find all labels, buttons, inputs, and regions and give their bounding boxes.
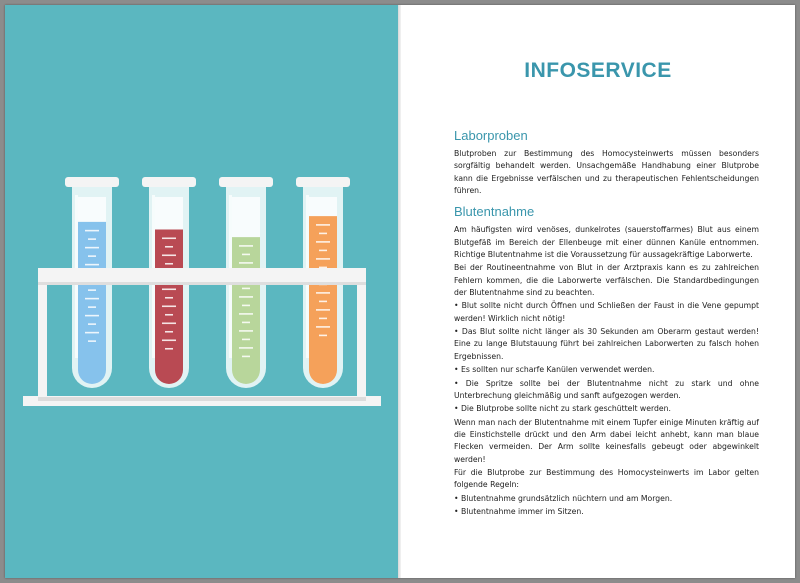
tick-mark <box>162 288 176 290</box>
tick-mark <box>316 258 330 260</box>
tick-mark <box>239 313 253 315</box>
bullet-item-4: • Die Spritze sollte bei der Blutentnahme nicht zu stark und ohne Unterbrechung gleichmäßig und sanft aufgezogen werden. <box>454 378 759 400</box>
tick-mark <box>162 305 176 307</box>
tick-mark <box>242 356 250 358</box>
rule-item-1: • Blutentnahme grundsätzlich nüchtern und am Morgen. <box>454 493 673 503</box>
tick-mark <box>239 245 253 247</box>
tick-mark <box>165 246 173 248</box>
tick-mark <box>88 306 96 308</box>
tick-mark <box>239 296 253 298</box>
tick-mark <box>319 335 327 337</box>
tick-mark <box>88 255 96 257</box>
tube-rim-2 <box>142 177 196 187</box>
tube-rim-3 <box>219 177 273 187</box>
rack-left-post <box>38 270 47 402</box>
tick-mark <box>316 309 330 311</box>
tick-mark <box>319 267 327 269</box>
tick-mark <box>88 289 96 291</box>
blutentnahme-paragraph-3: Wenn man nach der Blutentnahme mit einem Tupfer einige Minuten kräftig auf die Einstichstelle drückt und den Arm dabei leicht anhebt, kann man blaue Flecken vermeiden. Der Arm sollte keinesfalls gebeugt oder abgewinkelt werden! <box>454 417 759 464</box>
rack-base-shade <box>38 397 366 401</box>
tick-mark <box>242 305 250 307</box>
illustration-page <box>5 5 398 578</box>
laborproben-paragraph: Blutproben zur Bestimmung des Homocysteinwerts müssen besonders sorgfältig behandelt werden. Unsachgemäße Handhabung einer Blutprobe kann die Ergebnisse verfälschen und zu therapeutischen Fehlentscheidungen führen. <box>454 149 759 196</box>
blutentnahme-paragraph-2: Bei der Routineentnahme von Blut in der Arztpraxis kann es zu zahlreichen Fehlern kommen, die die Laborwerte verfälschen. Die Standardbedingungen der Blutentnahme sind zu beachten. <box>454 263 759 298</box>
tick-mark <box>85 332 99 334</box>
tick-mark <box>242 288 250 290</box>
test-tubes-illustration <box>5 5 398 578</box>
tick-mark <box>316 326 330 328</box>
tick-mark <box>319 301 327 303</box>
bullet-item-3: • Es sollten nur scharfe Kanülen verwendet werden. <box>454 365 655 375</box>
blue-liquid <box>78 222 106 384</box>
rack-top-bar-shade <box>38 282 366 285</box>
tick-mark <box>85 298 99 300</box>
page-title: INFOSERVICE <box>524 59 672 82</box>
rack-right-post <box>357 270 366 402</box>
tick-mark <box>165 331 173 333</box>
rule-item-2: • Blutentnahme immer im Sitzen. <box>454 506 584 516</box>
bullet-item-2: • Das Blut sollte nicht länger als 30 Sekunden am Oberarm gestaut werden! Eine zu lange Blutstauung führt bei zahlreichen Laborwerten zu falsch hohen Ergebnissen. <box>454 327 759 361</box>
tick-mark <box>85 230 99 232</box>
bullet-item-1: • Blut sollte nicht durch Öffnen und Schließen der Faust in die Vene gepumpt werden! Wirklich nicht nötig! <box>454 301 759 323</box>
tick-mark <box>162 237 176 239</box>
tick-mark <box>319 318 327 320</box>
tick-mark <box>85 247 99 249</box>
tick-mark <box>162 339 176 341</box>
tick-mark <box>239 330 253 332</box>
tick-mark <box>242 254 250 256</box>
tick-mark <box>316 292 330 294</box>
tick-mark <box>319 250 327 252</box>
bullet-item-5: • Die Blutprobe sollte nicht zu stark geschüttelt werden. <box>454 404 671 414</box>
tube-rim-1 <box>65 177 119 187</box>
book-spread <box>5 5 795 578</box>
tick-mark <box>165 348 173 350</box>
tick-mark <box>316 224 330 226</box>
text-page <box>401 5 795 578</box>
tick-mark <box>165 297 173 299</box>
tick-mark <box>85 264 99 266</box>
tick-mark <box>319 233 327 235</box>
tick-mark <box>316 241 330 243</box>
tick-mark <box>162 254 176 256</box>
tube-rim-4 <box>296 177 350 187</box>
tick-mark <box>88 238 96 240</box>
blutentnahme-paragraph-4: Für die Blutprobe zur Bestimmung des Homocysteinwerts im Labor gelten folgende Regeln: <box>454 467 759 490</box>
tick-mark <box>162 322 176 324</box>
green-liquid <box>232 237 260 384</box>
text-column <box>454 127 759 519</box>
section-heading-laborproben: Laborproben <box>454 128 528 143</box>
tick-mark <box>165 263 173 265</box>
tick-mark <box>88 323 96 325</box>
blutentnahme-paragraph-1: Am häufigsten wird venöses, dunkelrotes (sauerstoffarmes) Blut aus einem Blutgefäß im Bereich der Ellenbeuge mit einer dünnen Kanüle entnommen. Richtige Blutentnahme ist die Voraussetzung für aussagekräftige Laborwerte. <box>454 225 759 260</box>
section-heading-blutentnahme: Blutentnahme <box>454 204 535 220</box>
tick-mark <box>242 339 250 341</box>
tick-mark <box>242 322 250 324</box>
tick-mark <box>85 315 99 317</box>
tick-mark <box>88 340 96 342</box>
tick-mark <box>239 347 253 349</box>
tick-mark <box>239 262 253 264</box>
tick-mark <box>165 314 173 316</box>
